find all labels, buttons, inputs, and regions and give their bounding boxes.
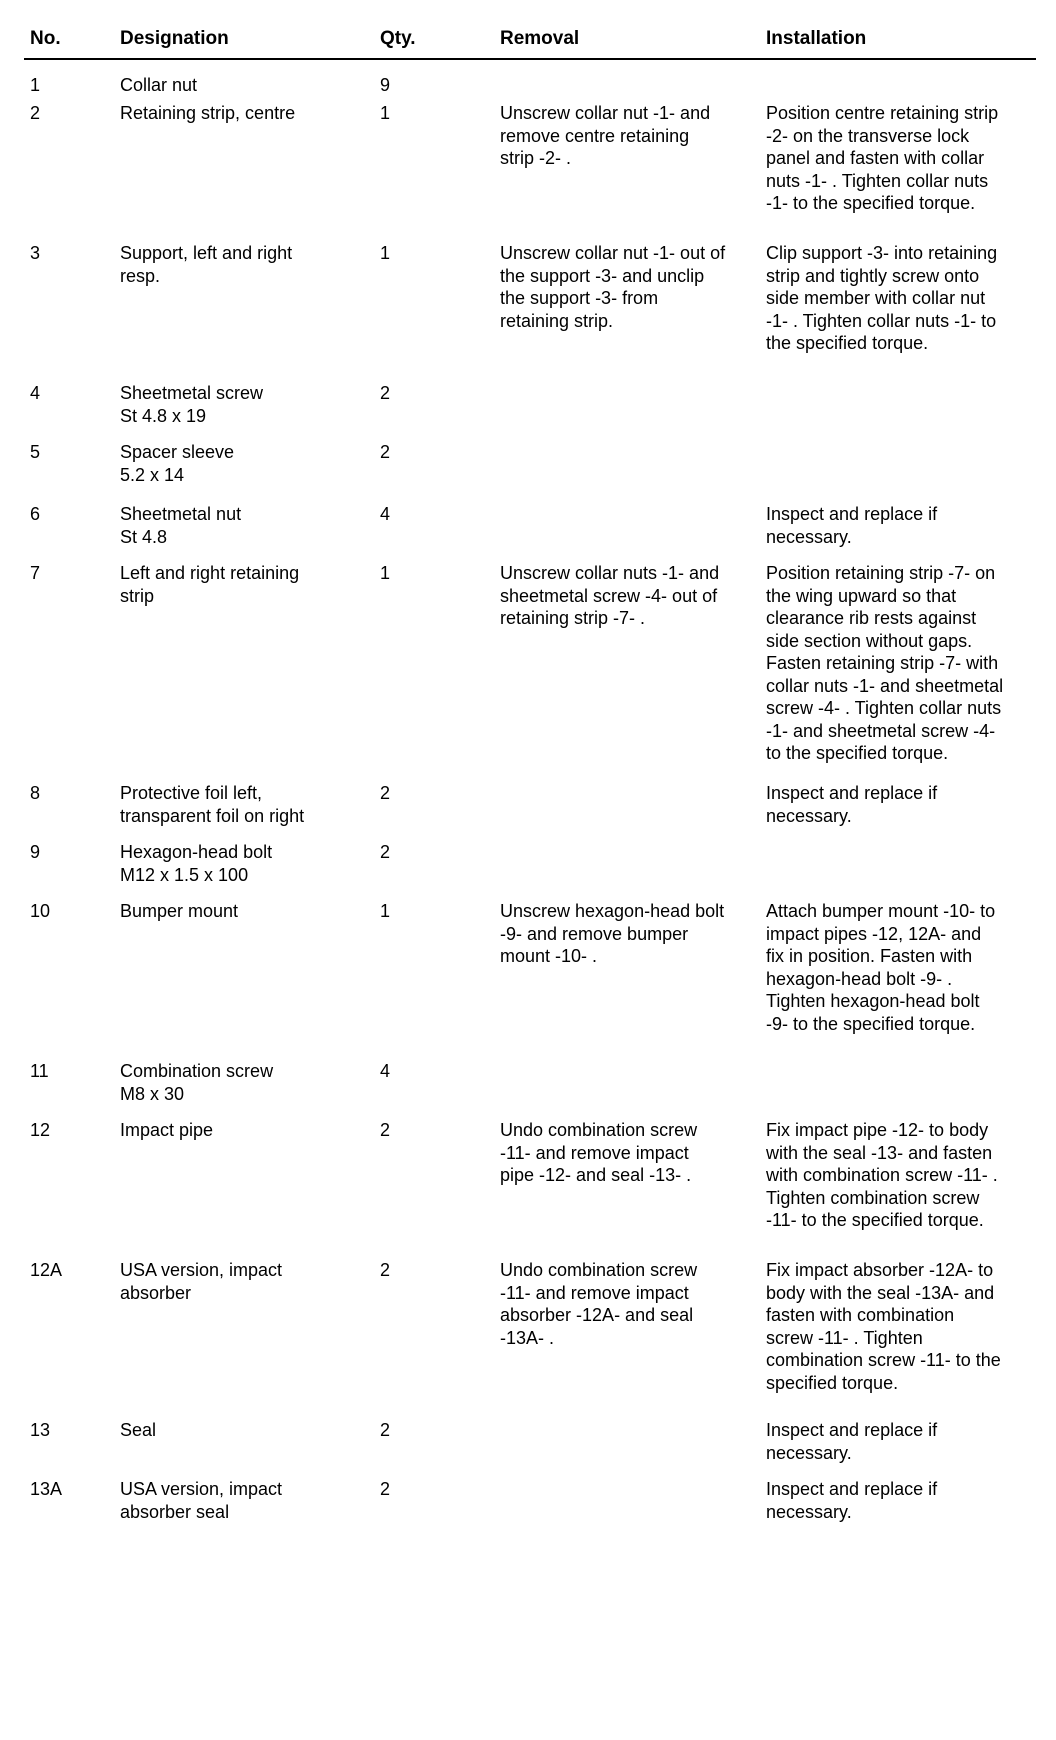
table-row [24, 1419, 1036, 1478]
cell-designation: USA version, impact absorber seal [120, 1479, 283, 1522]
cell-designation: Sheetmetal screw St 4.8 x 19 [120, 383, 264, 426]
cell-removal: Undo combination screw -11- and remove impact absorber -12A- and seal -13A- . [500, 1260, 698, 1348]
cell-designation: Hexagon-head bolt M12 x 1.5 x 100 [120, 842, 273, 885]
cell-installation: Position retaining strip -7- on the wing upward so that clearance rib rests against side section without gaps. Fasten retaining strip -7- with collar nuts -1- and sheetmetal screw -4- . Tighten collar nuts -1- and sheetmetal screw -4- to the specified torque. [766, 563, 1004, 763]
cell-qty: 2 [380, 842, 391, 862]
cell-qty: 1 [380, 563, 391, 583]
cell-qty: 9 [380, 75, 391, 95]
cell-qty: 2 [380, 383, 391, 403]
cell-installation [760, 59, 1036, 102]
cell-qty: 1 [380, 103, 391, 123]
cell-installation: Fix impact absorber -12A- to body with the seal -13A- and fasten with combination screw -11- . Tighten combination screw -11- to the specified torque. [766, 1260, 1001, 1393]
cell-installation: Inspect and replace if necessary. [766, 504, 938, 547]
cell-removal [494, 1478, 760, 1538]
cell-installation: Inspect and replace if necessary. [766, 1479, 938, 1522]
cell-no: 8 [30, 783, 41, 803]
cell-qty: 2 [380, 1420, 391, 1440]
cell-no: 4 [30, 383, 41, 403]
cell-removal [494, 841, 760, 900]
cell-no: 5 [30, 442, 41, 462]
cell-installation [760, 1060, 1036, 1119]
table-row [24, 1478, 1036, 1538]
table-row [24, 503, 1036, 562]
table-row [24, 782, 1036, 841]
table-row [24, 382, 1036, 441]
cell-removal [494, 59, 760, 102]
cell-qty: 2 [380, 442, 391, 462]
cell-no: 12 [30, 1120, 51, 1140]
cell-installation: Fix impact pipe -12- to body with the seal -13- and fasten with combination screw -11- . Tighten combination screw -11- to the specified torque. [766, 1120, 998, 1230]
cell-no: 9 [30, 842, 41, 862]
cell-qty: 1 [380, 901, 391, 921]
cell-qty: 1 [380, 243, 391, 263]
cell-designation: Bumper mount [120, 901, 239, 921]
cell-no: 2 [30, 103, 41, 123]
cell-designation: USA version, impact absorber [120, 1260, 283, 1303]
table-row [24, 1119, 1036, 1259]
cell-removal: Undo combination screw -11- and remove impact pipe -12- and seal -13- . [500, 1120, 698, 1185]
cell-qty: 2 [380, 1120, 391, 1140]
cell-qty: 4 [380, 504, 391, 524]
cell-installation [760, 382, 1036, 441]
cell-removal [494, 1419, 760, 1478]
table-row [24, 1259, 1036, 1419]
cell-no: 3 [30, 243, 41, 263]
table-row [24, 59, 1036, 102]
cell-qty: 2 [380, 1260, 391, 1280]
cell-no: 6 [30, 504, 41, 524]
header-removal: Removal [494, 20, 760, 59]
cell-removal: Unscrew hexagon-head bolt -9- and remove bumper mount -10- . [500, 901, 725, 966]
cell-no: 10 [30, 901, 51, 921]
cell-qty: 2 [380, 1479, 391, 1499]
cell-installation: Attach bumper mount -10- to impact pipes -12, 12A- and fix in position. Fasten with hexagon-head bolt -9- . Tighten hexagon-head bolt -9- to the specified torque. [766, 901, 996, 1034]
cell-no: 7 [30, 563, 41, 583]
table-row [24, 841, 1036, 900]
cell-removal [494, 441, 760, 503]
table-row [24, 102, 1036, 242]
cell-no: 13 [30, 1420, 51, 1440]
cell-designation: Sheetmetal nut St 4.8 [120, 504, 242, 547]
cell-installation: Position centre retaining strip -2- on the transverse lock panel and fasten with collar nuts -1- . Tighten collar nuts -1- to the specified torque. [766, 103, 999, 213]
cell-designation: Protective foil left, transparent foil on right [120, 783, 305, 826]
cell-designation: Seal [120, 1420, 157, 1440]
cell-qty: 4 [380, 1061, 391, 1081]
cell-installation [760, 441, 1036, 503]
header-installation: Installation [760, 20, 1036, 59]
cell-no: 13A [30, 1479, 63, 1499]
cell-installation [760, 841, 1036, 900]
table-row [24, 1060, 1036, 1119]
table-row [24, 242, 1036, 382]
cell-designation: Retaining strip, centre [120, 103, 296, 123]
table-row [24, 900, 1036, 1060]
cell-no: 12A [30, 1260, 63, 1280]
cell-removal [494, 503, 760, 562]
cell-designation: Left and right retaining strip [120, 563, 300, 606]
cell-removal: Unscrew collar nuts -1- and sheetmetal screw -4- out of retaining strip -7- . [500, 563, 720, 628]
table-row [24, 562, 1036, 782]
table-row [24, 441, 1036, 503]
cell-no: 11 [30, 1061, 49, 1081]
cell-designation: Spacer sleeve 5.2 x 14 [120, 442, 235, 485]
header-qty: Qty. [374, 20, 494, 59]
cell-removal [494, 782, 760, 841]
cell-installation: Clip support -3- into retaining strip and tightly screw onto side member with collar nut -1- . Tighten collar nuts -1- to the specified torque. [766, 243, 998, 353]
cell-designation: Combination screw M8 x 30 [120, 1061, 274, 1104]
table-header-row [24, 20, 1036, 59]
cell-installation: Inspect and replace if necessary. [766, 1420, 938, 1463]
header-designation: Designation [114, 20, 374, 59]
cell-removal [494, 382, 760, 441]
cell-designation: Impact pipe [120, 1120, 214, 1140]
cell-removal [494, 1060, 760, 1119]
cell-removal: Unscrew collar nut -1- and remove centre retaining strip -2- . [500, 103, 711, 168]
cell-designation: Support, left and right resp. [120, 243, 293, 286]
cell-designation: Collar nut [120, 75, 198, 95]
cell-no: 1 [30, 75, 41, 95]
cell-installation: Inspect and replace if necessary. [766, 783, 938, 826]
cell-removal: Unscrew collar nut -1- out of the support -3- and unclip the support -3- from retaining strip. [500, 243, 726, 331]
table-body [24, 59, 1036, 1538]
parts-table [24, 20, 1036, 1538]
header-no: No. [24, 20, 114, 59]
cell-qty: 2 [380, 783, 391, 803]
